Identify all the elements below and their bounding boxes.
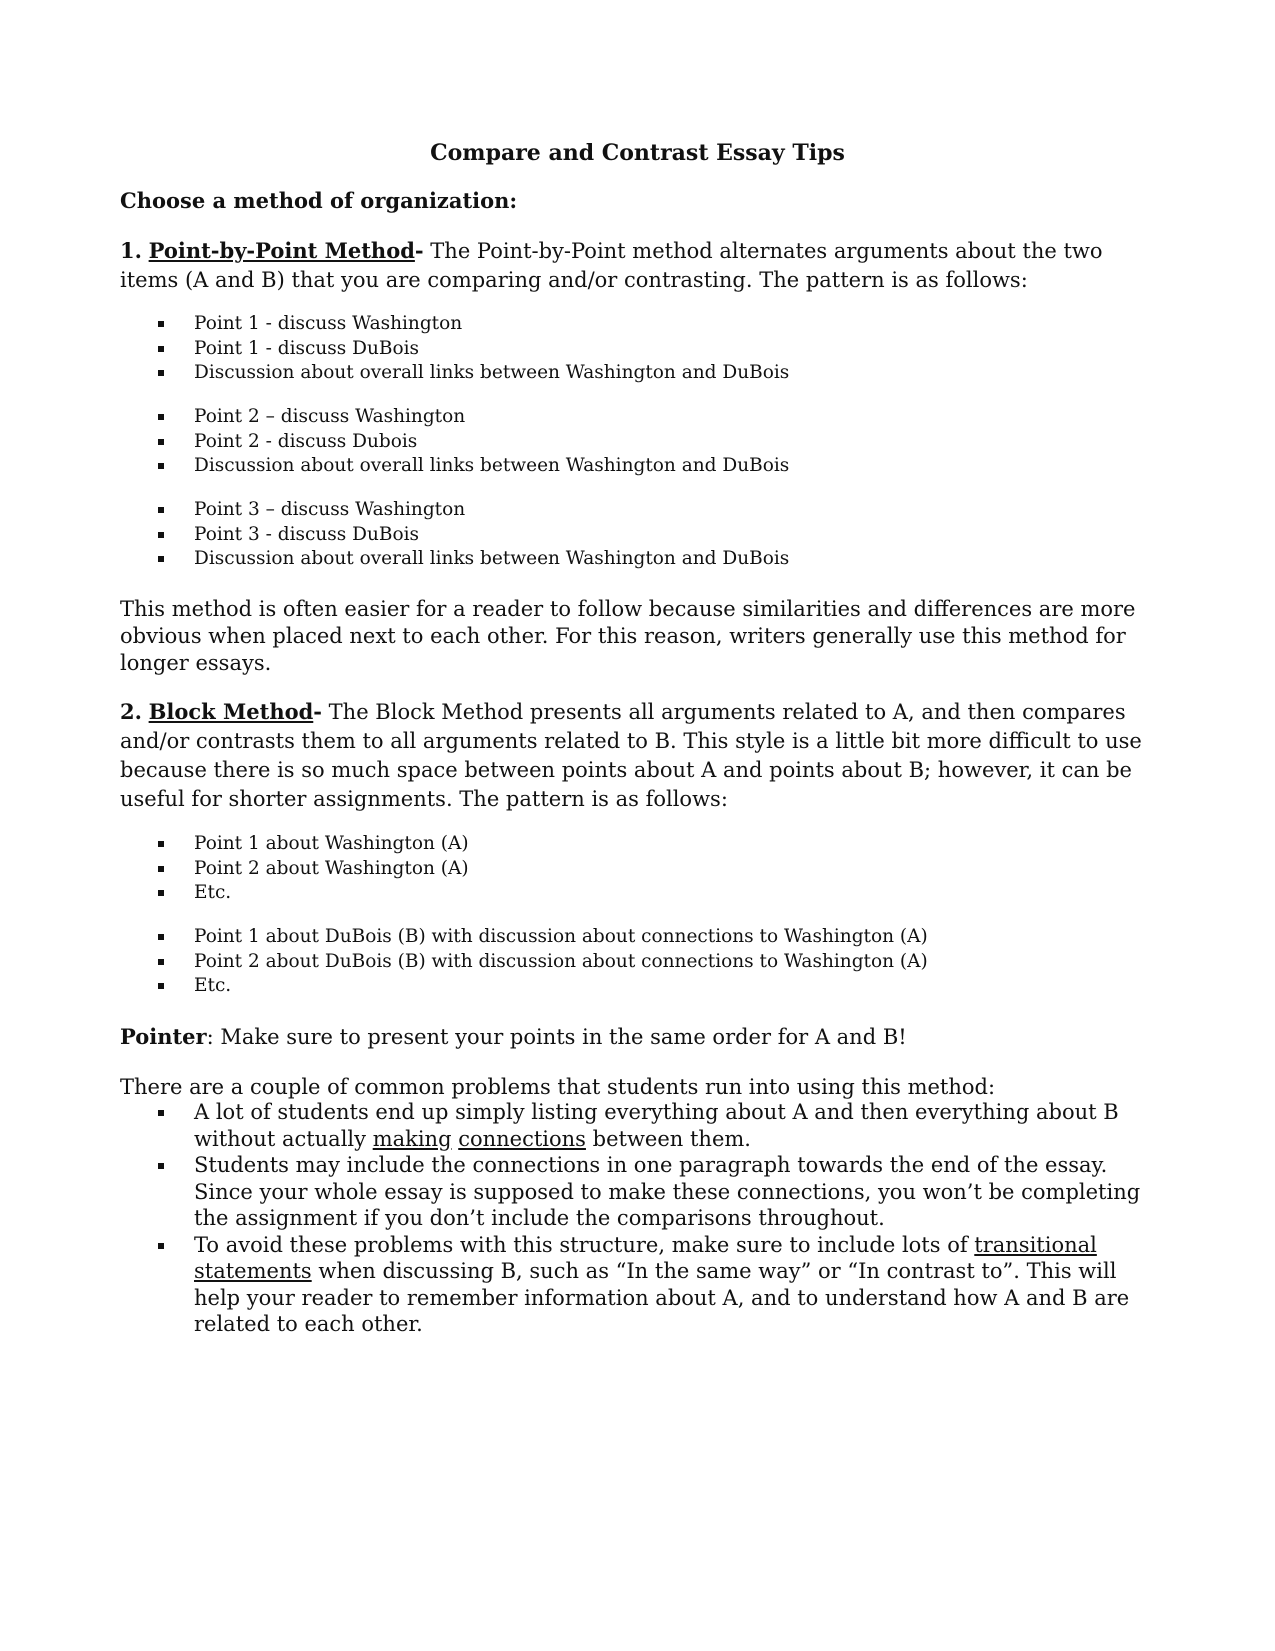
page-title: Compare and Contrast Essay Tips bbox=[430, 140, 845, 166]
point-method-list-1 bbox=[120, 312, 1160, 386]
list-item: Point 2 – discuss Washington bbox=[120, 405, 1160, 430]
point-method-description: The Point-by-Point method alternates arguments about the two items (A and B) that you are comparing and/or contrasting. The pattern is as follows: bbox=[120, 239, 1103, 292]
list-item: Point 1 - discuss DuBois bbox=[120, 337, 1160, 362]
problems-list bbox=[120, 1099, 1160, 1338]
block-method-list-b bbox=[120, 925, 1160, 999]
problem-item-1-end: between them. bbox=[585, 1126, 751, 1151]
block-method-dash: - bbox=[313, 699, 322, 724]
point-method-list-2 bbox=[120, 405, 1160, 479]
point-method-summary: This method is often easier for a reader to follow because similarities and differences are more obvious when placed next to each other. For this reason, writers generally use this method for longer essays. bbox=[120, 597, 1136, 675]
list-item: Point 1 - discuss Washington bbox=[120, 312, 1160, 337]
block-method-name: Block Method bbox=[148, 699, 314, 724]
problems-intro: There are a couple of common problems that students run into using this method: bbox=[120, 1075, 996, 1099]
problem-item-1-text: A lot of students end up simply listing everything about A and then everything about B without actually bbox=[194, 1100, 1119, 1151]
point-method-list-3 bbox=[120, 498, 1160, 572]
point-method-paragraph bbox=[120, 236, 1160, 295]
pointer-text: : Make sure to present your points in the same order for A and B! bbox=[206, 1025, 907, 1049]
problem-item-3 bbox=[120, 1232, 1160, 1338]
problem-item-3-text: To avoid these problems with this structure, make sure to include lots of bbox=[194, 1232, 975, 1257]
list-item: Discussion about overall links between Washington and DuBois bbox=[120, 547, 1160, 572]
intro-heading: Choose a method of organization: bbox=[120, 188, 518, 213]
list-item: Point 2 about Washington (A) bbox=[120, 857, 1160, 882]
list-item: Point 3 - discuss DuBois bbox=[120, 523, 1160, 548]
connections-underlined: connections bbox=[458, 1126, 586, 1151]
list-item: Etc. bbox=[120, 881, 1160, 906]
making-underlined: making bbox=[372, 1126, 452, 1151]
block-method-number: 2. bbox=[120, 699, 142, 724]
transitional-statements-underlined: transitional statements bbox=[194, 1232, 1097, 1283]
block-method-paragraph bbox=[120, 697, 1160, 814]
block-method-list-a bbox=[120, 832, 1160, 906]
problem-item-1 bbox=[120, 1099, 1160, 1152]
point-method-dash: - bbox=[414, 238, 424, 263]
list-item: Point 2 about DuBois (B) with discussion about connections to Washington (A) bbox=[120, 950, 1160, 975]
list-item: Etc. bbox=[120, 974, 1160, 999]
list-item: Discussion about overall links between Washington and DuBois bbox=[120, 454, 1160, 479]
point-method-name: Point-by-Point Method bbox=[148, 238, 415, 263]
pointer-label: Pointer bbox=[120, 1024, 207, 1049]
list-item: Discussion about overall links between Washington and DuBois bbox=[120, 361, 1160, 386]
list-item: Point 1 about DuBois (B) with discussion about connections to Washington (A) bbox=[120, 925, 1160, 950]
list-item: Point 3 – discuss Washington bbox=[120, 498, 1160, 523]
block-method-description: The Block Method presents all arguments related to A, and then compares and/or contrasts them to all arguments related to B. This style is a little bit more difficult to use because there is so much space between points about A and points about B; however, it can be useful for shorter assignments. The pattern is as follows: bbox=[120, 700, 1142, 811]
list-item: Point 1 about Washington (A) bbox=[120, 832, 1160, 857]
pointer-note bbox=[120, 1022, 1160, 1052]
problem-item-3-end: when discussing B, such as “In the same way” or “In contrast to”. This will help your reader to remember information about A, and to understand how A and B are related to each other. bbox=[194, 1259, 1130, 1336]
problem-item-2: Students may include the connections in one paragraph towards the end of the essay. Since your whole essay is supposed to make these connections, you won’t be completing the assignment if you don’t include the comparisons throughout. bbox=[120, 1152, 1160, 1232]
list-item: Point 2 - discuss Dubois bbox=[120, 430, 1160, 455]
point-method-number: 1. bbox=[120, 238, 142, 263]
